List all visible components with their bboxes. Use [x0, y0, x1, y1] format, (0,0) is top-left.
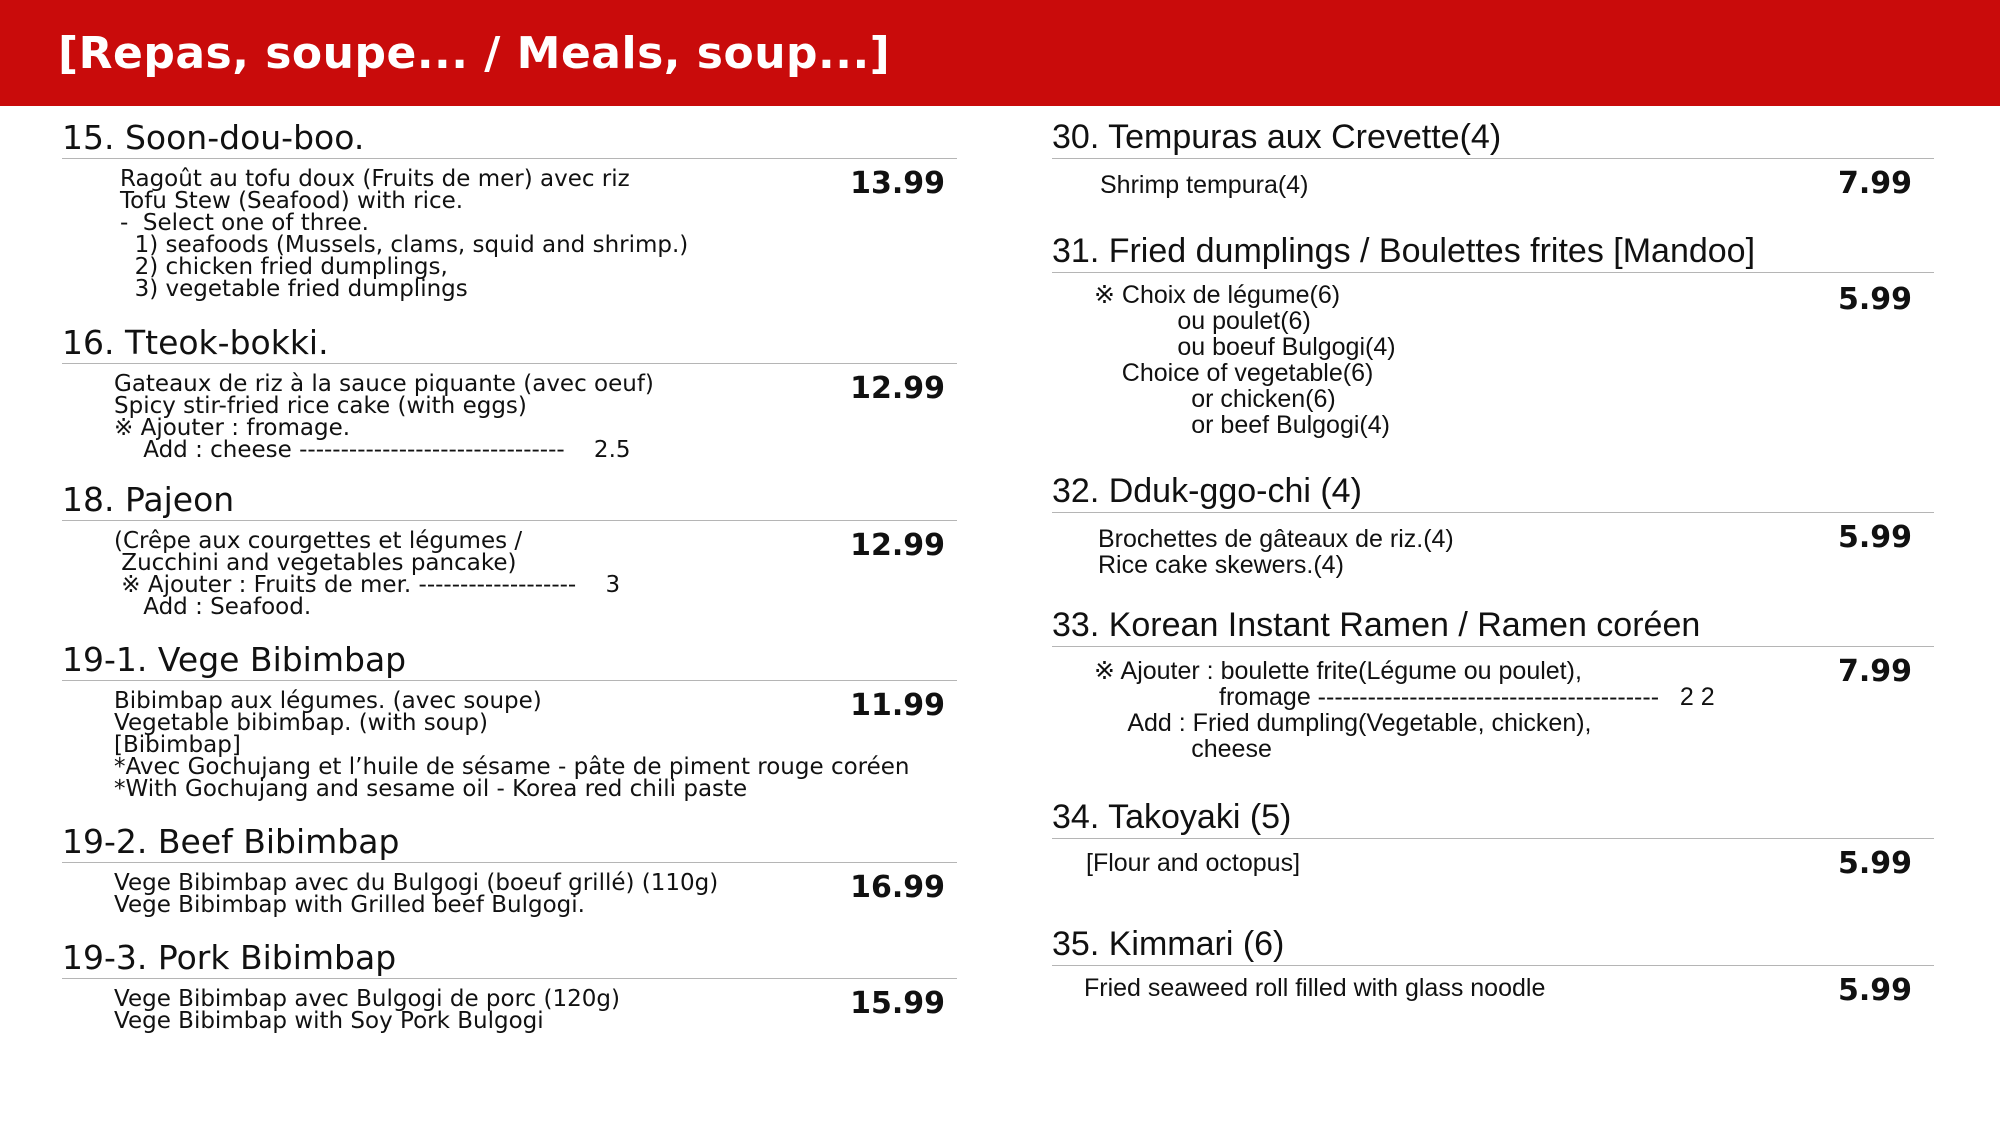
menu-item-title: 16. Tteok-bokki. [62, 323, 329, 362]
description-line: Vege Bibimbap with Grilled beef Bulgogi. [114, 892, 585, 918]
menu-item-price: 16.99 [850, 870, 945, 905]
description-line: *With Gochujang and sesame oil - Korea red chili paste [114, 776, 748, 802]
description-line: Tofu Stew (Seafood) with rice. [120, 188, 464, 214]
menu-item-description [120, 168, 688, 300]
description-line: (Crêpe aux courgettes et légumes / [114, 528, 523, 554]
menu-item-title: 19-2. Beef Bibimbap [62, 822, 400, 861]
menu-item-description [1100, 172, 1308, 198]
description-line: ※ Ajouter : fromage. [114, 415, 351, 441]
menu-item-price: 5.99 [1837, 282, 1912, 317]
menu-item-title: 30. Tempuras aux Crevette(4) [1052, 118, 1502, 156]
menu-item-description [1098, 526, 1454, 578]
description-line: Ragoût au tofu doux (Fruits de mer) avec riz [120, 166, 630, 192]
menu-item-divider [1052, 646, 1934, 647]
description-line: *Avec Gochujang et l’huile de sésame - pâte de piment rouge coréen [114, 754, 910, 780]
description-line: or chicken(6) [1094, 385, 1336, 413]
menu-item-price: 7.99 [1837, 166, 1912, 201]
menu-item-title: 19-1. Vege Bibimbap [62, 640, 407, 679]
description-line: Add : cheese -------------------------------- 2.5 [114, 437, 631, 463]
description-line: 1) seafoods (Mussels, clams, squid and shrimp.) [120, 232, 689, 258]
description-line: 3) vegetable fried dumplings [120, 276, 468, 302]
description-line: Choice of vegetable(6) [1094, 359, 1374, 387]
description-line: ※ Ajouter : boulette frite(Légume ou poulet), [1094, 657, 1582, 685]
description-line: Zucchini and vegetables pancake) [114, 550, 517, 576]
menu-item-price: 5.99 [1837, 846, 1912, 881]
menu-item-divider [62, 520, 957, 521]
description-line: or beef Bulgogi(4) [1094, 411, 1390, 439]
menu-item-price: 5.99 [1837, 520, 1912, 555]
menu-item-divider [62, 363, 957, 364]
description-line: ※ Choix de légume(6) [1094, 281, 1341, 309]
description-line: [Flour and octopus] [1086, 849, 1301, 877]
description-line: [Bibimbap] [114, 732, 241, 758]
header-bar [0, 0, 2000, 106]
menu-item-divider [62, 862, 957, 863]
menu-item-title: 19-3. Pork Bibimbap [62, 938, 397, 977]
description-line: ※ Ajouter : Fruits de mer. ------------------- 3 [114, 572, 621, 598]
description-line: ou boeuf Bulgogi(4) [1094, 333, 1396, 361]
menu-item-title: 35. Kimmari (6) [1052, 925, 1285, 963]
menu-item-divider [1052, 838, 1934, 839]
menu-item-description [114, 690, 910, 800]
page-title: [Repas, soupe... / Meals, soup...] [58, 28, 891, 79]
menu-item-divider [62, 680, 957, 681]
description-line: Shrimp tempura(4) [1100, 171, 1309, 199]
menu-item-divider [1052, 272, 1934, 273]
description-line: Fried seaweed roll filled with glass noodle [1084, 974, 1546, 1002]
description-line: 2) chicken fried dumplings, [120, 254, 448, 280]
menu-item-description [114, 872, 718, 916]
description-line: Gateaux de riz à la sauce piquante (avec oeuf) [114, 371, 654, 397]
menu-item-divider [62, 978, 957, 979]
description-line: Vege Bibimbap avec du Bulgogi (boeuf grillé) (110g) [114, 870, 719, 896]
description-line: ou poulet(6) [1094, 307, 1311, 335]
description-line: Add : Seafood. [114, 594, 312, 620]
menu-item-price: 12.99 [850, 528, 945, 563]
menu-item-title: 32. Dduk-ggo-chi (4) [1052, 472, 1362, 510]
menu-item-description [114, 988, 620, 1032]
menu-item-title: 33. Korean Instant Ramen / Ramen coréen [1052, 606, 1701, 644]
description-line: - Select one of three. [120, 210, 369, 236]
menu-item-title: 31. Fried dumplings / Boulettes frites [Mandoo] [1052, 232, 1756, 270]
description-line: cheese [1094, 735, 1272, 763]
description-line: Vege Bibimbap with Soy Pork Bulgogi [114, 1008, 544, 1034]
description-line: Add : Fried dumpling(Vegetable, chicken), [1094, 709, 1592, 737]
description-line: Bibimbap aux légumes. (avec soupe) [114, 688, 542, 714]
menu-item-price: 5.99 [1837, 973, 1912, 1008]
menu-item-description [114, 530, 620, 618]
description-line: Vege Bibimbap avec Bulgogi de porc (120g) [114, 986, 620, 1012]
menu-item-description [1094, 282, 1396, 438]
description-line: Rice cake skewers.(4) [1098, 551, 1344, 579]
menu-item-divider [1052, 965, 1934, 966]
description-line: Spicy stir-fried rice cake (with eggs) [114, 393, 527, 419]
menu-item-description [114, 373, 654, 461]
menu-item-price: 11.99 [850, 688, 945, 723]
menu-item-description [1086, 850, 1300, 876]
menu-item-price: 13.99 [850, 166, 945, 201]
menu-item-description [1094, 658, 1715, 762]
menu-item-price: 12.99 [850, 371, 945, 406]
description-line: Brochettes de gâteaux de riz.(4) [1098, 525, 1454, 553]
menu-item-divider [1052, 512, 1934, 513]
menu-item-title: 15. Soon-dou-boo. [62, 118, 365, 157]
menu-item-divider [62, 158, 957, 159]
menu-item-description [1084, 975, 1545, 1001]
description-line: Vegetable bibimbap. (with soup) [114, 710, 488, 736]
menu-item-title: 34. Takoyaki (5) [1052, 798, 1292, 836]
menu-item-price: 7.99 [1837, 654, 1912, 689]
menu-item-divider [1052, 158, 1934, 159]
description-line: fromage ----------------------------------------- 2 2 [1094, 683, 1715, 711]
menu-item-title: 18. Pajeon [62, 480, 235, 519]
menu-item-price: 15.99 [850, 986, 945, 1021]
